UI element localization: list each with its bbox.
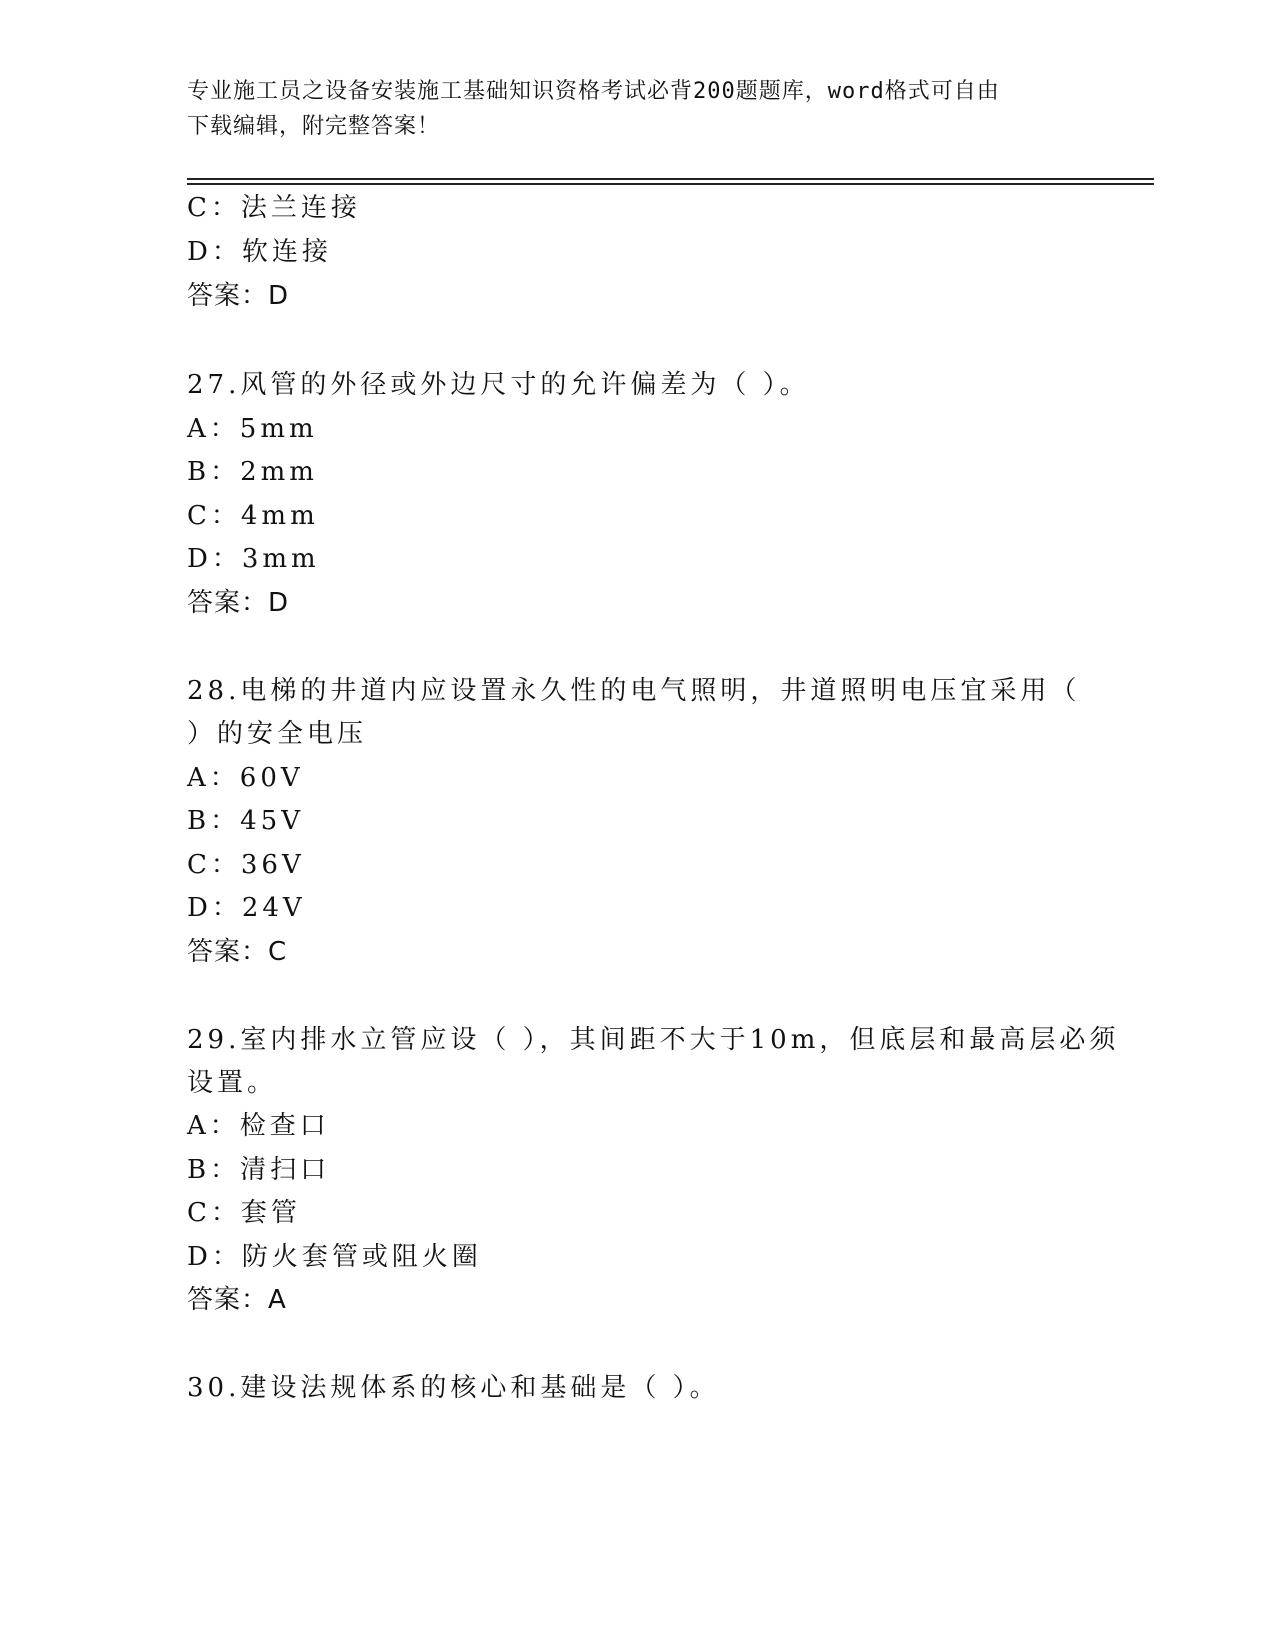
q26-option-c: C：法兰连接 bbox=[187, 193, 361, 223]
q26-option-d: D：软连接 bbox=[187, 237, 332, 267]
header-divider-top bbox=[187, 178, 1154, 180]
header-line-2: 下载编辑，附完整答案！ bbox=[187, 114, 441, 139]
q28-option-b: B：45V bbox=[187, 806, 304, 836]
q27-option-a: A：5mm bbox=[187, 414, 318, 444]
document-header bbox=[187, 74, 1087, 144]
q28-stem-line-2: ）的安全电压 bbox=[187, 719, 368, 749]
q27-option-d: D：3mm bbox=[187, 544, 320, 574]
q27-answer: 答案：D bbox=[187, 588, 290, 618]
q29-option-a: A：检查口 bbox=[187, 1111, 330, 1141]
q29-stem-line-2: 设置。 bbox=[187, 1068, 278, 1098]
q28-option-c: C：36V bbox=[187, 850, 305, 880]
q29-option-b: B：清扫口 bbox=[187, 1155, 331, 1185]
q30-stem: 30.建设法规体系的核心和基础是（ ）。 bbox=[187, 1373, 720, 1403]
header-line-1: 专业施工员之设备安装施工基础知识资格考试必背200题题库，word格式可自由 bbox=[187, 79, 1000, 104]
q28-option-d: D：24V bbox=[187, 893, 306, 923]
q29-option-c: C：套管 bbox=[187, 1198, 301, 1228]
q27-stem: 27.风管的外径或外边尺寸的允许偏差为（ ）。 bbox=[187, 370, 810, 400]
q28-option-a: A：60V bbox=[187, 763, 304, 793]
q29-stem-line-1: 29.室内排水立管应设（ ），其间距不大于10m，但底层和最高层必须 bbox=[187, 1025, 1120, 1055]
q28-answer: 答案：C bbox=[187, 937, 288, 967]
q27-option-c: C：4mm bbox=[187, 501, 319, 531]
q27-option-b: B：2mm bbox=[187, 457, 318, 487]
q29-answer: 答案：A bbox=[187, 1285, 287, 1315]
q29-option-d: D：防火套管或阻火圈 bbox=[187, 1242, 482, 1272]
q26-answer: 答案：D bbox=[187, 281, 290, 311]
header-divider-bottom bbox=[187, 183, 1154, 185]
q28-stem-line-1: 28.电梯的井道内应设置永久性的电气照明，井道照明电压宜采用（ bbox=[187, 676, 1081, 706]
